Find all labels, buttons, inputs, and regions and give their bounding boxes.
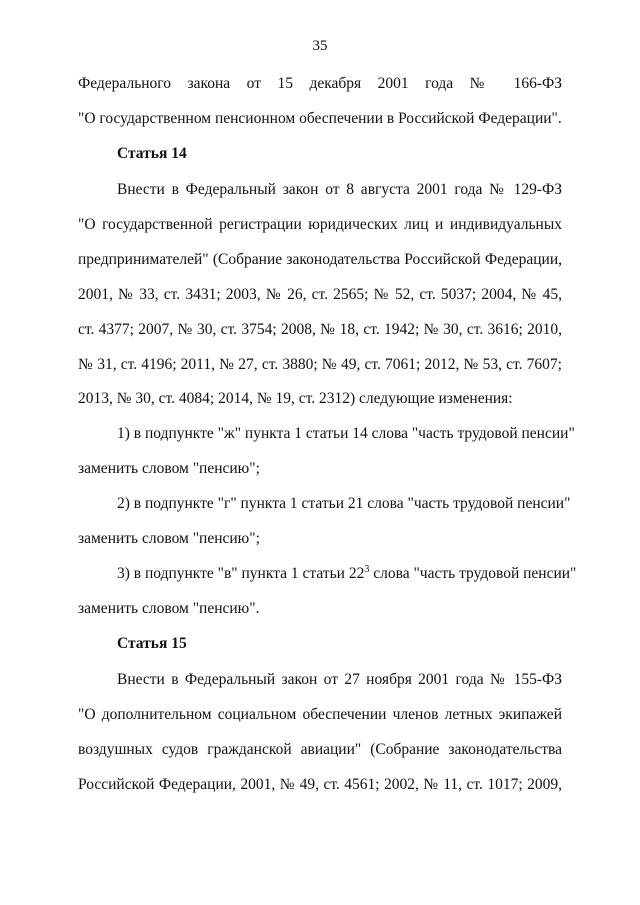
paragraph-line: "О государственной регистрации юридических лиц и индивидуальных	[78, 216, 562, 233]
article-heading: Статья 15	[117, 635, 187, 652]
paragraph-line: Внести в Федеральный закон от 8 августа 2001 года № 129-ФЗ	[117, 181, 562, 198]
list-item-line: заменить словом "пенсию";	[78, 460, 260, 477]
list-item-text: 3) в подпункте "в" пункта 1 статьи 22	[117, 565, 365, 582]
list-item-line: заменить словом "пенсию".	[78, 600, 260, 617]
article-heading: Статья 14	[117, 145, 187, 162]
list-item-line: 1) в подпункте "ж" пункта 1 статьи 14 слова "часть трудовой пенсии"	[117, 425, 575, 442]
paragraph-line: ст. 4377; 2007, № 30, ст. 3754; 2008, № 18, ст. 1942; № 30, ст. 3616; 2010,	[78, 321, 562, 338]
paragraph-line: 2013, № 30, ст. 4084; 2014, № 19, ст. 2312) следующие изменения:	[78, 390, 513, 407]
paragraph-line: Внести в Федеральный закон от 27 ноября 2001 года № 155-ФЗ	[117, 671, 562, 688]
paragraph-line: предпринимателей" (Собрание законодательства Российской Федерации,	[78, 251, 562, 268]
paragraph-line: воздушных судов гражданской авиации" (Собрание законодательства	[78, 741, 562, 758]
paragraph-line: Российской Федерации, 2001, № 49, ст. 4561; 2002, № 11, ст. 1017; 2009,	[78, 776, 562, 793]
superscript: 3	[364, 563, 370, 575]
paragraph-line: 2001, № 33, ст. 3431; 2003, № 26, ст. 2565; № 52, ст. 5037; 2004, № 45,	[78, 286, 562, 303]
list-item-line	[117, 563, 577, 584]
paragraph-line: Федерального закона от 15 декабря 2001 года № 166-ФЗ	[78, 75, 562, 92]
paragraph-line: № 31, ст. 4196; 2011, № 27, ст. 3880; № 49, ст. 7061; 2012, № 53, ст. 7607;	[78, 356, 562, 373]
paragraph-line: "О дополнительном социальном обеспечении членов летных экипажей	[78, 706, 562, 723]
list-item-line: 2) в подпункте "г" пункта 1 статьи 21 слова "часть трудовой пенсии"	[117, 495, 571, 512]
list-item-text: слова "часть трудовой пенсии"	[369, 565, 577, 582]
page-number: 35	[312, 38, 328, 54]
paragraph-line: "О государственном пенсионном обеспечении в Российской Федерации".	[78, 110, 562, 127]
list-item-line: заменить словом "пенсию";	[78, 530, 260, 547]
